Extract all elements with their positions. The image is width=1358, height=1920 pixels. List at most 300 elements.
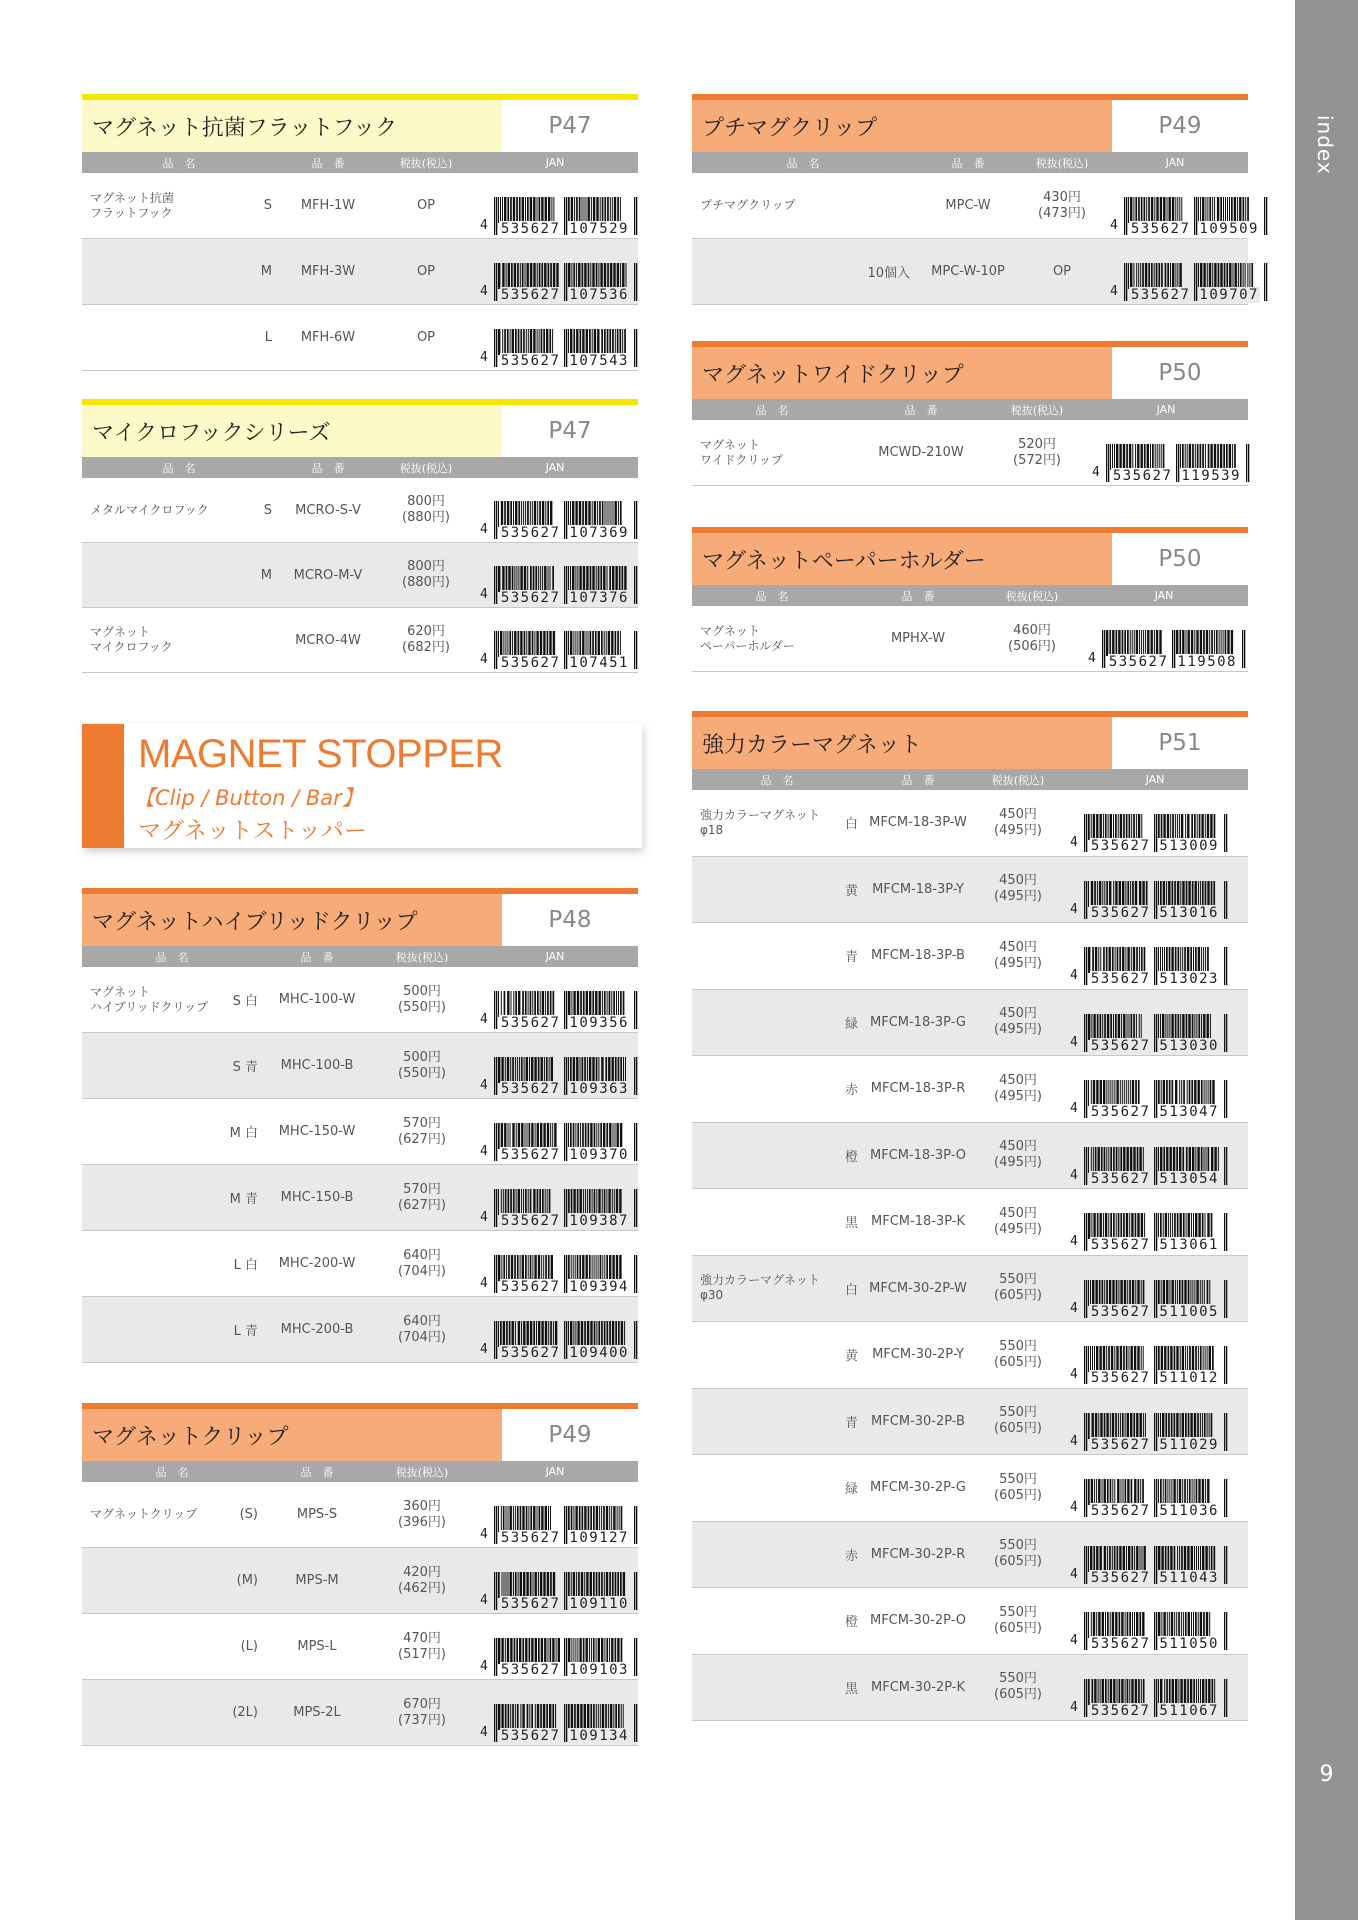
jan-prefix-digit: 4 (480, 651, 488, 667)
barcode-bar (547, 991, 549, 1017)
barcode-bar (518, 1123, 520, 1149)
barcode-bar (1109, 630, 1111, 656)
jan-digits (1084, 1038, 1230, 1054)
barcode-bar (533, 197, 535, 223)
barcode-bar (609, 1255, 611, 1281)
barcode-bar (578, 263, 580, 289)
barcode-bar (1180, 947, 1181, 973)
barcode-bar (1191, 630, 1193, 656)
barcode-bar (524, 1123, 525, 1149)
header-code: 品 番 (901, 773, 935, 787)
barcode-bar (1135, 1679, 1137, 1705)
barcode-bar (1112, 1280, 1114, 1306)
barcode-bar (618, 1321, 620, 1347)
barcode-bar (595, 991, 597, 1017)
jan-digits-right: 109400 (569, 1344, 629, 1361)
barcode-bar (573, 1321, 574, 1347)
barcode-bar (538, 1057, 540, 1083)
barcode-bar (528, 631, 530, 657)
barcode-bar (1171, 1479, 1172, 1505)
barcode-bar (524, 263, 525, 289)
barcode-bar (1148, 197, 1150, 223)
barcode-bar (1245, 197, 1246, 223)
barcode-bar (548, 197, 550, 223)
jan-prefix-digit: 4 (480, 1658, 488, 1674)
barcode-bar (573, 1572, 575, 1598)
barcode-bar (573, 631, 574, 657)
barcode-bar (1106, 1280, 1108, 1306)
barcode-bar (1182, 1346, 1184, 1372)
barcode-bar (500, 1321, 502, 1347)
barcode-bar (1090, 1280, 1091, 1306)
barcode-bar (1195, 1147, 1196, 1173)
barcode-bar (587, 1321, 589, 1347)
barcode-bar (527, 197, 529, 223)
barcode-bar (1218, 630, 1219, 656)
barcode-bar (1180, 881, 1181, 907)
barcode-bar (530, 263, 532, 289)
barcode-bar (536, 631, 538, 657)
barcode-bar (1104, 1546, 1106, 1572)
barcode-bar (596, 1572, 598, 1598)
barcode-bar (1176, 1612, 1177, 1638)
table-row (692, 990, 1248, 1057)
barcode-bar (577, 566, 578, 592)
product-price: 550円 (605円) (994, 1604, 1042, 1636)
barcode-bar (1185, 814, 1186, 840)
barcode-bar (1118, 1213, 1120, 1239)
barcode-bar (1138, 263, 1139, 289)
barcode-bar (568, 991, 570, 1017)
barcode-bar (595, 1255, 596, 1281)
barcode-bar (523, 329, 525, 355)
barcode-bar (595, 631, 597, 657)
barcode-bar (1217, 197, 1219, 223)
product-price: 450円 (495円) (994, 806, 1042, 838)
barcode-bar (1229, 444, 1231, 470)
barcode-bar (1170, 1346, 1172, 1372)
barcode-bar (519, 1255, 520, 1281)
jan-digits-left: 535627 (1090, 1104, 1151, 1120)
barcode-bar (1206, 1346, 1207, 1372)
barcode-bar (1173, 1147, 1175, 1173)
barcode-bar (1118, 881, 1120, 907)
barcode-bar (581, 1572, 583, 1598)
barcode-bar (502, 263, 504, 289)
barcode-bar (1211, 630, 1213, 656)
barcode-bar (1200, 1413, 1201, 1439)
barcode-bar (612, 1572, 614, 1598)
barcode-bar (550, 263, 552, 289)
barcode-bar (1101, 1479, 1102, 1505)
barcode-bar (612, 1123, 613, 1149)
barcode-bar (1110, 1147, 1112, 1173)
barcode-bar (1160, 1014, 1161, 1040)
barcode-bar (1198, 263, 1199, 289)
barcode-bar (1126, 1612, 1128, 1638)
barcode-bar (515, 1189, 516, 1215)
barcode-bar (1164, 1346, 1166, 1372)
barcode-bar (535, 1704, 536, 1730)
barcode-bar (1126, 1413, 1128, 1439)
product-name: マグネット ハイブリッドクリップ (90, 984, 208, 1014)
page-reference-link[interactable]: P48 (502, 894, 638, 946)
barcode-bar (601, 631, 603, 657)
barcode-bar (515, 501, 517, 527)
jan-barcode (1084, 1346, 1230, 1384)
barcode-bar (507, 991, 509, 1017)
jan-barcode-cell (1062, 1654, 1248, 1721)
barcode-bar (617, 329, 619, 355)
barcode-bar (1154, 197, 1155, 223)
barcode-bar (1092, 947, 1094, 973)
barcode-bar (526, 1572, 528, 1598)
barcode-bar (587, 1506, 589, 1532)
barcode-bar (1113, 1679, 1115, 1705)
product-variant-cell (836, 1611, 862, 1630)
barcode-bar (513, 1572, 514, 1598)
barcode-bar (1115, 1014, 1117, 1040)
barcode-bar (1234, 444, 1236, 470)
header-name: 品 名 (786, 156, 820, 170)
product-price: OP (1052, 263, 1072, 279)
table-header (82, 457, 638, 478)
barcode-bar (518, 501, 520, 527)
barcode-bar (1142, 1612, 1144, 1638)
barcode-bar (1244, 263, 1245, 289)
barcode-bar (600, 197, 601, 223)
barcode-bar (1214, 1679, 1215, 1705)
product-code: MPC-W (945, 198, 991, 213)
barcode-bar (1171, 1612, 1173, 1638)
barcode-bar (599, 1255, 601, 1281)
barcode-bar (598, 1704, 599, 1730)
barcode-bar (598, 1572, 600, 1598)
barcode-bar (538, 1506, 540, 1532)
barcode-bar (1194, 1014, 1195, 1040)
barcode-bar (1130, 1479, 1132, 1505)
barcode-bar (1198, 1346, 1199, 1372)
barcode-bar (592, 631, 594, 657)
barcode-bar (541, 1321, 543, 1347)
jan-digits (1084, 1703, 1230, 1719)
barcode-bar (1122, 1546, 1124, 1572)
barcode-bar (1158, 881, 1159, 907)
barcode-bar (594, 1321, 596, 1347)
barcode-bar (503, 1572, 504, 1598)
header-jan: JAN (545, 1465, 565, 1478)
barcode-bar (548, 1321, 549, 1347)
index-sidebar[interactable] (1295, 0, 1358, 1920)
barcode-bar (612, 566, 614, 592)
barcode-bar (1090, 1546, 1092, 1572)
barcode-bar (1187, 814, 1189, 840)
page-reference-link[interactable]: P49 (502, 1409, 638, 1461)
barcode-bar (610, 263, 612, 289)
barcode-bar (1197, 1147, 1199, 1173)
barcode-bar (1122, 1479, 1123, 1505)
barcode-bar (570, 631, 572, 657)
product-code: MHC-100-B (280, 1058, 354, 1073)
barcode-bar (589, 1255, 591, 1281)
barcode-bar (503, 1255, 505, 1281)
barcode-bar (1166, 197, 1167, 223)
barcode-bar (505, 1704, 507, 1730)
barcode-bar (1116, 947, 1118, 973)
barcode-bar (520, 263, 521, 289)
header-price: 税抜(税込) (395, 950, 449, 964)
barcode-bar (1181, 814, 1183, 840)
barcode-bar (1187, 1546, 1189, 1572)
barcode-bar (1193, 1612, 1194, 1638)
barcode-bar (1101, 1679, 1103, 1705)
jan-digits-left: 535627 (1112, 467, 1173, 484)
barcode-bar (1210, 814, 1212, 840)
jan-barcode-cell (472, 1231, 638, 1297)
barcode-bar (550, 1572, 552, 1598)
barcode-bar (1109, 814, 1111, 840)
barcode-bar (1242, 197, 1244, 223)
barcode-bar (1195, 1479, 1197, 1505)
barcode-bar (1132, 1280, 1134, 1306)
barcode-bar (1130, 1014, 1132, 1040)
barcode-bar (1116, 1080, 1118, 1106)
barcode-bar (1088, 1346, 1089, 1372)
jan-barcode-cell (1062, 1122, 1248, 1189)
barcode-bar (1203, 1014, 1205, 1040)
barcode-bar (1217, 263, 1219, 289)
barcode-bar (523, 1572, 525, 1598)
barcode-bar (1139, 1147, 1141, 1173)
barcode-bar (1143, 197, 1145, 223)
jan-barcode (1124, 263, 1259, 303)
barcode-bar (504, 1123, 506, 1149)
barcode-bar (1182, 1014, 1184, 1040)
barcode-bar (500, 197, 501, 223)
jan-barcode (1084, 1014, 1230, 1052)
jan-barcode (494, 631, 638, 669)
barcode-bar (530, 1572, 532, 1598)
barcode-bar (1121, 1679, 1123, 1705)
page-reference-link[interactable]: P51 (1112, 717, 1248, 769)
barcode-bar (585, 1255, 587, 1281)
product-code: MHC-200-W (278, 1256, 356, 1271)
product-variant-cell (202, 330, 276, 345)
barcode-bar (503, 631, 504, 657)
barcode-bar (1197, 1080, 1199, 1106)
barcode-bar (604, 501, 605, 527)
barcode-bar (598, 1189, 600, 1215)
barcode-bar (1088, 881, 1089, 907)
barcode-bar (1203, 1147, 1204, 1173)
table-row (82, 543, 638, 608)
jan-prefix-digit: 4 (480, 217, 488, 233)
barcode-bar (509, 329, 510, 355)
barcode-bar (1173, 1546, 1175, 1572)
page-reference-link[interactable]: P50 (1112, 347, 1248, 399)
barcode-bar (1160, 1413, 1161, 1439)
product-price: 570円 (627円) (398, 1181, 446, 1213)
barcode-bar (1195, 444, 1196, 470)
barcode-bar (568, 1189, 570, 1215)
barcode-bar (1195, 1346, 1197, 1372)
barcode-bar (543, 1255, 544, 1281)
barcode-bar (502, 197, 503, 223)
barcode-bar (1113, 1213, 1115, 1239)
barcode-bar (533, 1321, 535, 1347)
barcode-bar (596, 1321, 597, 1347)
barcode-bar (614, 1572, 616, 1598)
barcode-bar (1112, 1479, 1113, 1505)
barcode-bar (1201, 947, 1202, 973)
jan-prefix-digit: 4 (1070, 1566, 1078, 1582)
barcode-bar (1102, 1014, 1103, 1040)
page-reference-link[interactable]: P50 (1112, 533, 1248, 585)
barcode-bar (529, 991, 531, 1017)
barcode-bar (1158, 1280, 1160, 1306)
barcode-bar (534, 501, 536, 527)
barcode-bar (519, 197, 521, 223)
barcode-bar (571, 1638, 572, 1664)
barcode-bar (577, 1704, 579, 1730)
barcode-bar (1116, 1346, 1118, 1372)
page-reference-link[interactable]: P47 (502, 100, 638, 152)
barcode-bar (623, 1572, 625, 1598)
barcode-bar (552, 1704, 554, 1730)
barcode-bar (1204, 881, 1206, 907)
barcode-bar (1099, 1679, 1100, 1705)
barcode-bar (1143, 1346, 1144, 1372)
barcode-bar (581, 197, 582, 223)
barcode-bar (527, 501, 529, 527)
page-reference-link[interactable]: P47 (502, 405, 638, 457)
barcode-bar (1220, 197, 1222, 223)
barcode-bar (1205, 1546, 1207, 1572)
barcode-bar (1181, 1413, 1183, 1439)
jan-digits (494, 1147, 640, 1163)
barcode-bar (1112, 1080, 1113, 1106)
product-variant: S 白 (232, 994, 258, 1009)
barcode-bar (1213, 814, 1215, 840)
barcode-bar (568, 329, 569, 355)
barcode-bar (604, 631, 605, 657)
barcode-bar (507, 501, 509, 527)
barcode-bar (1124, 1479, 1126, 1505)
product-variant-cell (836, 1412, 862, 1431)
barcode-bar (1177, 881, 1179, 907)
barcode-bar (1128, 1014, 1129, 1040)
barcode-bar (1114, 1346, 1115, 1372)
barcode-bar (582, 631, 584, 657)
barcode-bar (515, 1506, 516, 1532)
barcode-bar (540, 631, 542, 657)
barcode-bar (538, 329, 539, 355)
barcode-bar (1175, 1014, 1177, 1040)
index-label[interactable]: index (1313, 115, 1337, 175)
barcode-bar (1106, 1413, 1108, 1439)
barcode-bar (519, 1506, 521, 1532)
barcode-bar (528, 1506, 529, 1532)
barcode-bar (590, 1123, 592, 1149)
barcode-bar (514, 1255, 516, 1281)
barcode-bar (1110, 1679, 1112, 1705)
product-variant: 白 (844, 1282, 858, 1298)
barcode-bar (1234, 263, 1236, 289)
barcode-bar (1151, 197, 1153, 223)
barcode-bar (1190, 1546, 1192, 1572)
jan-digits (1084, 1570, 1230, 1586)
barcode-bar (1093, 1147, 1094, 1173)
product-code: MFCM-30-2P-W (869, 1280, 967, 1296)
product-variant: (S) (239, 1507, 258, 1522)
barcode-bar (1096, 1346, 1098, 1372)
table-header (82, 946, 638, 967)
barcode-bar (525, 1057, 527, 1083)
barcode-bar (1202, 1213, 1204, 1239)
barcode-bar (571, 1189, 573, 1215)
barcode-bar (532, 1255, 533, 1281)
barcode-bar (1182, 1479, 1183, 1505)
barcode-bar (1160, 1479, 1162, 1505)
product-code: MFH-6W (300, 330, 356, 345)
barcode-bar (555, 1638, 556, 1664)
barcode-bar (523, 631, 525, 657)
barcode-bar (1200, 1280, 1201, 1306)
barcode-bar (1118, 1014, 1120, 1040)
barcode-bar (1229, 263, 1231, 289)
barcode-bar (1108, 947, 1110, 973)
barcode-bar (536, 197, 537, 223)
barcode-bar (1177, 947, 1179, 973)
barcode-bar (580, 1704, 582, 1730)
barcode-bar (1185, 1213, 1186, 1239)
jan-digits-right: 107369 (569, 524, 629, 541)
barcode-bar (1168, 1413, 1170, 1439)
barcode-bar (1116, 444, 1118, 470)
page-reference-link[interactable]: P49 (1112, 100, 1248, 152)
barcode-bar (612, 1255, 614, 1281)
barcode-bar (1179, 630, 1181, 656)
barcode-bar (615, 566, 617, 592)
barcode-bar (1211, 1546, 1213, 1572)
product-price: 670円 (737円) (398, 1696, 446, 1728)
barcode-bar (1189, 444, 1191, 470)
barcode-bar (1169, 1679, 1171, 1705)
barcode-bar (1192, 1147, 1194, 1173)
barcode-bar (1099, 1346, 1101, 1372)
barcode-bar (1181, 1080, 1182, 1106)
barcode-bar (537, 263, 538, 289)
product-code: MFCM-30-2P-G (870, 1480, 966, 1496)
barcode-bar (557, 1638, 559, 1664)
jan-barcode (1084, 947, 1230, 985)
barcode-bar (1128, 197, 1129, 223)
barcode-bar (1210, 1014, 1211, 1040)
barcode-bar (1139, 1612, 1141, 1638)
barcode-bar (1207, 881, 1209, 907)
header-price: 税抜(税込) (991, 773, 1045, 787)
jan-barcode-cell (1102, 173, 1259, 239)
barcode-bar (555, 1321, 557, 1347)
barcode-bar (1119, 947, 1121, 973)
product-code: MPC-W-10P (931, 264, 1005, 279)
barcode-bar (516, 197, 518, 223)
barcode-bar (1088, 1413, 1090, 1439)
barcode-bar (1165, 1479, 1167, 1505)
product-price: 620円 (682円) (402, 624, 450, 655)
barcode-bar (1194, 814, 1196, 840)
barcode-bar (527, 991, 528, 1017)
